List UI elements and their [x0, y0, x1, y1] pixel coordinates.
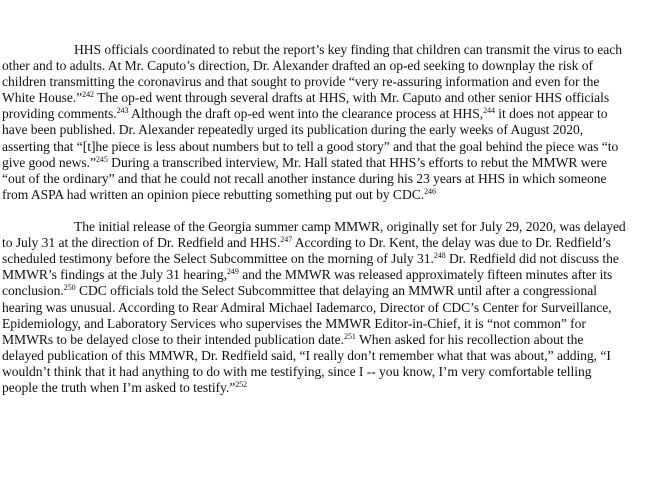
text-run: and the MMWR was released approximately fifteen minutes after its conclusion.: [2, 267, 613, 299]
footnote-ref-243: 243: [116, 106, 129, 116]
text-run: During a transcribed interview, Mr. Hall stated that HHS’s efforts to rebut the MMWR were “out of the ordinary” and that he could not recall another instance during his 23 years at HHS in which someone from ASPA had written an opinion piece rebutting something put out by CDC.: [2, 154, 607, 202]
text-run: The op-ed went through several drafts at HHS, with Mr. Caputo and other senior HHS officials providing comments.: [2, 90, 610, 122]
footnote-ref-246: 246: [424, 186, 436, 196]
text-run: it does not appear to have been published. Dr. Alexander repeatedly urged its publication during the early weeks of August 2020, asserting that “[t]he piece is less about numbers but to tell a good story” and that the goal behind the piece was “to give good news.”: [2, 106, 619, 170]
footnote-ref-252: 252: [235, 379, 248, 389]
footnote-ref-245: 245: [95, 154, 108, 164]
text-run: Dr. Redfield did not discuss the MMWR’s findings at the July 31 hearing,: [2, 251, 619, 283]
footnote-ref-249: 249: [226, 267, 239, 277]
text-run: When asked for his recollection about the delayed publication of this MMWR, Dr. Redfield said, “I really don’t remember what that was about,” adding, “I wouldn’t think that it had anything to do with me testifying, since I -- you know, I’m very comfortable telling people the truth when I’m asked to testify.”: [2, 331, 611, 395]
text-run: Although the draft op-ed went into the clearance process at HHS,: [128, 106, 484, 122]
text-run: The initial release of the Georgia summer camp MMWR, originally set for July 29, 2020, was delayed to July 31 at the direction of Dr. Redfield and HHS.: [2, 219, 626, 251]
footnote-ref-251: 251: [344, 331, 356, 341]
footnote-ref-247: 247: [280, 235, 293, 245]
text-run: According to Dr. Kent, the delay was due to Dr. Redfield’s scheduled testimony before the Select Subcommittee on the morning of July 31.: [2, 235, 611, 267]
footnote-ref-250: 250: [63, 283, 76, 293]
text-run: CDC officials told the Select Subcommittee that delaying an MMWR until after a congressional hearing was unusual. According to Rear Admiral Michael Iademarco, Director of CDC’s Center for Surveillance, Epidemiology, and Laboratory Services who supervises the MMWR Editor-in-Chief, it is “not common” for MMWRs to be delayed close to their intended publication date.: [2, 283, 612, 347]
paragraph-mmwr-delay: [2, 219, 626, 396]
text-run: HHS officials coordinated to rebut the report’s key finding that children can transmit the virus to each other and to adults. At Mr. Caputo’s direction, Dr. Alexander drafted an op-ed seeking to downplay the risk of children transmitting the coronavirus and that sought to provide “very re-assuring information and even for the White House.”: [2, 42, 622, 106]
paragraph-hhs-op-ed: [2, 42, 626, 203]
footnote-ref-242: 242: [82, 90, 94, 100]
footnote-ref-244: 244: [483, 106, 495, 116]
footnote-ref-248: 248: [433, 251, 446, 261]
